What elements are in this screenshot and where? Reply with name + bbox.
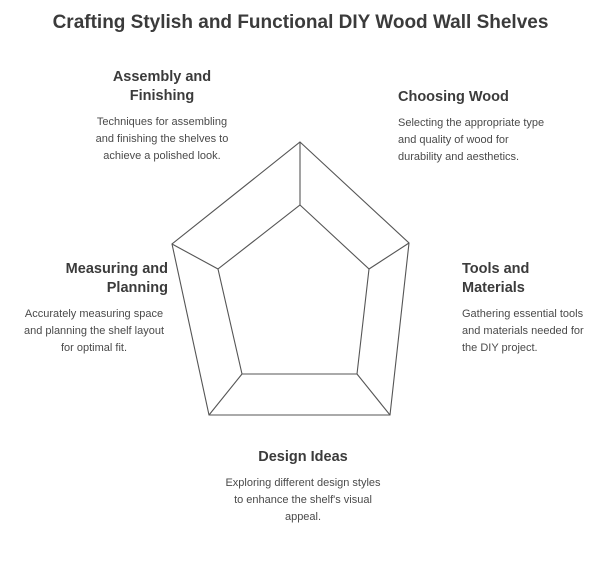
node-title-measuring-and-planning: Measuring and Planning — [65, 261, 168, 296]
node-title-design-ideas: Design Ideas — [258, 449, 348, 465]
node-choosing-wood — [398, 88, 548, 166]
node-description-design-ideas: Exploring different design styles to enhance the shelf's visual appeal. — [225, 476, 381, 523]
node-title-assembly-and-finishing: Assembly and Finishing — [112, 69, 212, 104]
node-title-tools-and-materials: Tools and Materials — [462, 261, 530, 296]
node-description-tools-and-materials: Gathering essential tools and materials needed for the DIY project. — [462, 307, 584, 354]
node-design-ideas — [223, 448, 383, 526]
page-title: Crafting Stylish and Functional DIY Wood Wall Shelves — [52, 12, 549, 33]
node-title-choosing-wood: Choosing Wood — [398, 89, 509, 105]
node-description-choosing-wood: Selecting the appropriate type and quality of wood for durability and aesthetics. — [398, 116, 545, 163]
node-tools-and-materials — [462, 260, 592, 357]
node-measuring-and-planning — [20, 260, 168, 357]
node-description-assembly-and-finishing: Techniques for assembling and finishing the shelves to achieve a polished look. — [95, 115, 229, 162]
node-assembly-and-finishing — [88, 68, 236, 165]
node-description-measuring-and-planning: Accurately measuring space and planning the shelf layout for optimal fit. — [23, 307, 165, 354]
